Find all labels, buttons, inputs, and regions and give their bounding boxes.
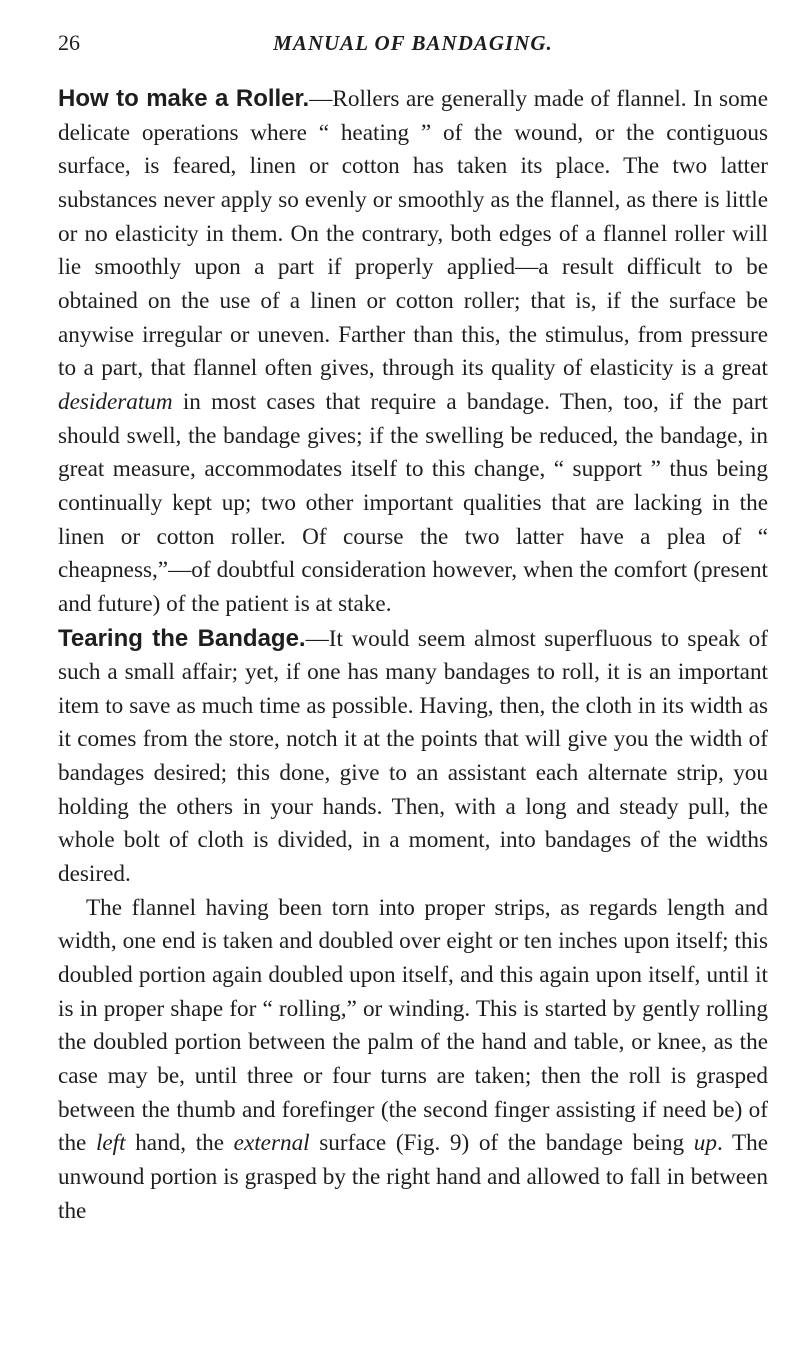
text-run: in most cases that require a bandage. Then, too, if the part should swell, the bandage gives; if the swelling be reduced, the bandage, in great measure, accommodates itself to this change, “ support ” thus being continually kept up; two other important qualities that are lacking in the linen or cotton roller. Of course the two latter have a plea of “ cheapness,”—of doubtful consideration however, when the comfort (present and future) of the patient is at stake.: [58, 388, 768, 617]
running-title: MANUAL OF BANDAGING.: [273, 31, 553, 55]
body-text: [58, 82, 768, 1228]
paragraph-rolling: [58, 892, 768, 1229]
italic-run: desideratum: [58, 388, 173, 415]
text-run: —It would seem almost superfluous to speak of such a small affair; yet, if one has many bandages to roll, it is an important item to save as much time as possible. Having, then, the cloth in its width as it comes from the store, notch it at the points that will give you the width of bandages desired; this done, give to an assistant each alternate strip, you holding the others in your hands. Then, with a long and steady pull, the whole bolt of cloth is divided, in a moment, into bandages of the widths desired.: [58, 625, 768, 888]
italic-run: left: [95, 1130, 126, 1157]
paragraph-tearing: [58, 622, 768, 892]
italic-run: external: [233, 1130, 310, 1157]
text-run: surface (Fig. 9) of the bandage being: [309, 1130, 694, 1157]
running-header: [58, 24, 768, 60]
text-run: —Rollers are generally made of flannel. In some delicate operations where “ heating ” of the wound, or the contiguous surface, is feared, linen or cotton has taken its place. The two latter substances never apply so evenly or smoothly as the flannel, as there is little or no elasticity in them. On the contrary, both edges of a flannel roller will lie smoothly upon a part if properly applied—a result difficult to be obtained on the use of a linen or cotton roller; that is, if the surface be anywise irregular or uneven. Farther than this, the stimulus, from pressure to a part, that flannel often gives, through its quality of elasticity is a great: [58, 86, 768, 382]
text-run: The flannel having been torn into proper strips, as regards length and width, one end is taken and doubled over eight or ten inches upon itself; this doubled portion again doubled upon itself, and this again upon itself, until it is in proper shape for “ rolling,” or winding. This is started by gently rolling the doubled portion between the palm of the hand and table, or knee, as the case may be, until three or four turns are taken; then the roll is grasped between the thumb and forefinger (the second finger assisting if need be) of the: [58, 894, 768, 1157]
paragraph-roller: [58, 82, 768, 622]
book-page: [58, 24, 768, 1228]
text-run: . The unwound portion is grasped by the right hand and allowed to fall in between the: [58, 1130, 768, 1224]
italic-run: up: [693, 1130, 717, 1157]
text-run: hand, the: [125, 1130, 234, 1157]
section-heading-tearing: Tearing the Bandage.: [58, 624, 306, 652]
page-number: 26: [58, 30, 80, 55]
section-heading-roller: How to make a Roller.: [58, 85, 310, 112]
